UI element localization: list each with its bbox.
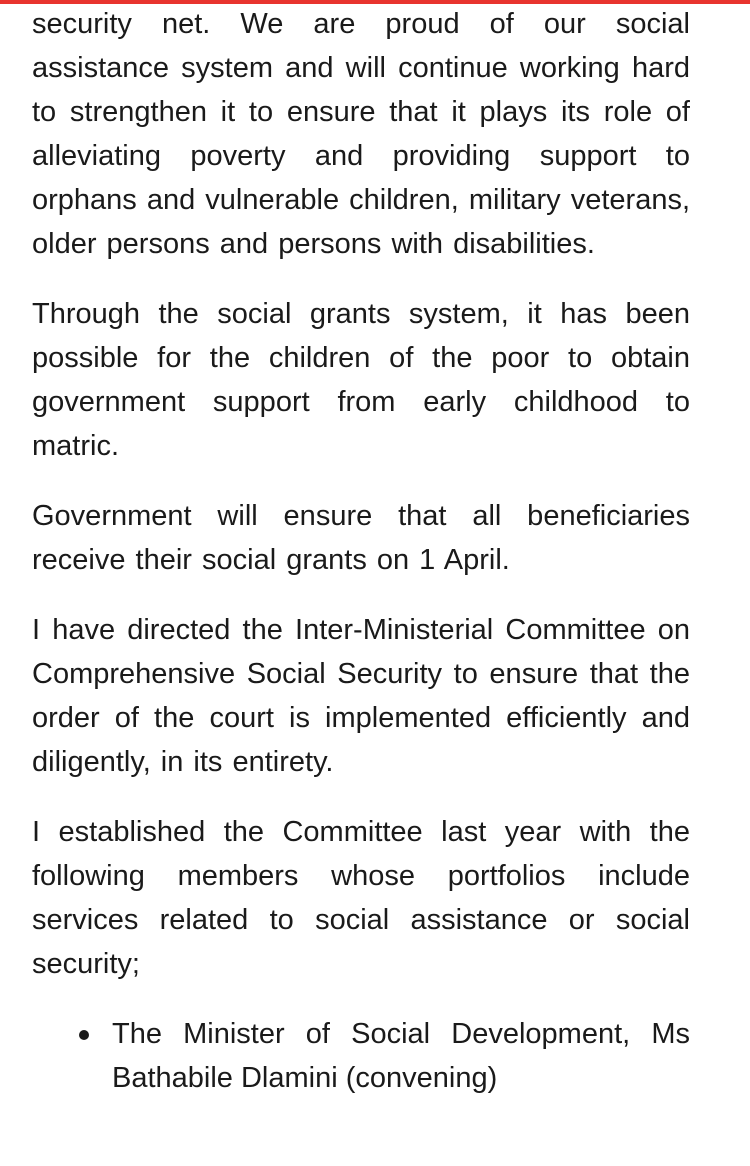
members-list	[32, 1012, 690, 1100]
paragraph-committee-members: I established the Committee last year with the following members whose portfolios include services related to social assistance or social security;	[32, 816, 690, 980]
list-item-text: The Minister of Social Development, Ms Bathabile Dlamini (convening)	[112, 1018, 690, 1094]
bullet-icon	[79, 1030, 89, 1040]
document-body	[32, 0, 690, 1100]
list-item	[0, 1012, 690, 1100]
paragraph-beneficiaries: Government will ensure that all beneficiaries receive their social grants on 1 April.	[32, 500, 690, 576]
paragraph-inter-ministerial-committee: I have directed the Inter-Ministerial Committee on Comprehensive Social Security to ensure that the order of the court is implemented efficiently and diligently, in its entirety.	[32, 614, 690, 778]
paragraph-social-assistance: security net. We are proud of our social assistance system and will continue working hard to strengthen it to ensure that it plays its role of alleviating poverty and providing support to orphans and vulnerable children, military veterans, older persons and persons with disabilities.	[32, 8, 691, 260]
paragraph-social-grants: Through the social grants system, it has been possible for the children of the poor to obtain government support from early childhood to matric.	[32, 298, 690, 462]
